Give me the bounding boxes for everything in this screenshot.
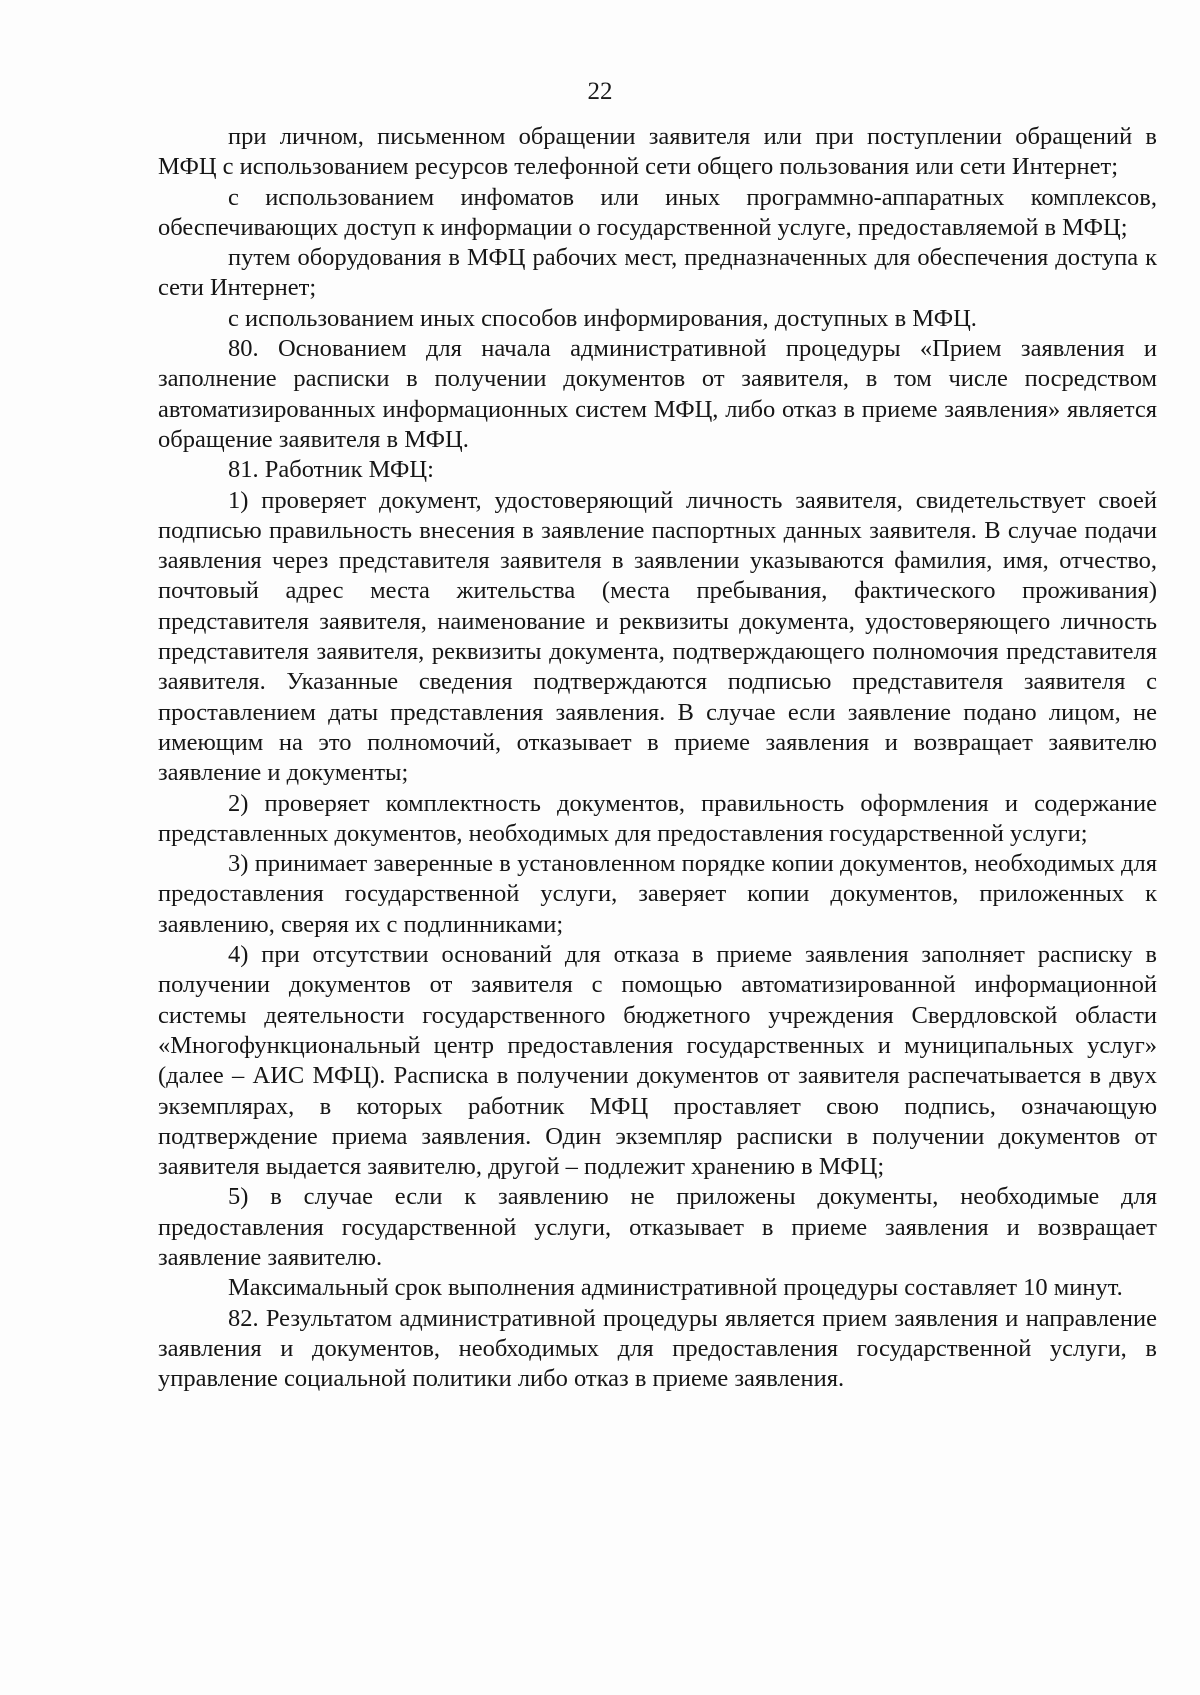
paragraph-subitem-1: 1) проверяет документ, удостоверяющий личность заявителя, свидетельствует своей подписью правильность внесения в заявление паспортных данных заявителя. В случае подачи заявления через представителя заявителя в заявлении указываются фамилия, имя, отчество, почтовый адрес места жительства (места пребывания, фактического проживания) представителя заявителя, наименование и реквизиты документа, удостоверяющего личность представителя заявителя, реквизиты документа, подтверждающего полномочия представителя заявителя. Указанные сведения подтверждаются подписью представителя заявителя с проставлением даты представления заявления. В случае если заявление подано лицом, не имеющим на это полномочий, отказывает в приеме заявления и возвращает заявителю заявление и документы; — [158, 486, 1157, 787]
paragraph-info-channel-other: с использованием иных способов информирования, доступных в МФЦ. — [228, 304, 977, 332]
paragraph-item-80: 80. Основанием для начала административной процедуры «Прием заявления и заполнение расписки в получении документов от заявителя, в том числе посредством автоматизированных информационных систем МФЦ, либо отказ в приеме заявления» является обращение заявителя в МФЦ. — [158, 335, 1157, 453]
paragraph-subitem-3: 3) принимает заверенные в установленном порядке копии документов, необходимых для предоставления государственной услуги, заверяет копии документов, приложенных к заявлению, сверяя их с подлинниками; — [158, 850, 1157, 938]
paragraph-subitem-2: 2) проверяет комплектность документов, правильность оформления и содержание представленных документов, необходимых для предоставления государственной услуги; — [158, 789, 1157, 847]
paragraph-item-82: 82. Результатом административной процедуры является прием заявления и направление заявления и документов, необходимых для предоставления государственной услуги, в управление социальной политики либо отказ в приеме заявления. — [158, 1304, 1157, 1393]
document-body — [158, 122, 1157, 1394]
paragraph-item-81: 81. Работник МФЦ: — [228, 456, 434, 484]
paragraph-max-time: Максимальный срок выполнения административной процедуры составляет 10 минут. — [228, 1274, 1123, 1302]
paragraph-info-channel-kiosk: с использованием инфоматов или иных программно-аппаратных комплексов, обеспечивающих доступ к информации о государственной услуге, предоставляемой в МФЦ; — [158, 183, 1157, 241]
paragraph-info-channel-phone: при личном, письменном обращении заявителя или при поступлении обращений в МФЦ с использованием ресурсов телефонной сети общего пользования или сети Интернет; — [158, 123, 1157, 181]
paragraph-info-channel-workstations: путем оборудования в МФЦ рабочих мест, предназначенных для обеспечения доступа к сети Интернет; — [158, 244, 1157, 302]
paragraph-subitem-4: 4) при отсутствии оснований для отказа в приеме заявления заполняет расписку в получении документов от заявителя с помощью автоматизированной информационной системы деятельности государственного бюджетного учреждения Свердловской области «Многофункциональный центр предоставления государственных и муниципальных услуг» (далее – АИС МФЦ). Расписка в получении документов от заявителя распечатывается в двух экземплярах, в которых работник МФЦ проставляет свою подпись, означающую подтверждение приема заявления. Один экземпляр расписки в получении документов от заявителя выдается заявителю, другой – подлежит хранению в МФЦ; — [158, 941, 1157, 1181]
page-number: 22 — [587, 78, 613, 105]
paragraph-subitem-5: 5) в случае если к заявлению не приложены документы, необходимые для предоставления государственной услуги, отказывает в приеме заявления и возвращает заявление заявителю. — [158, 1183, 1157, 1271]
